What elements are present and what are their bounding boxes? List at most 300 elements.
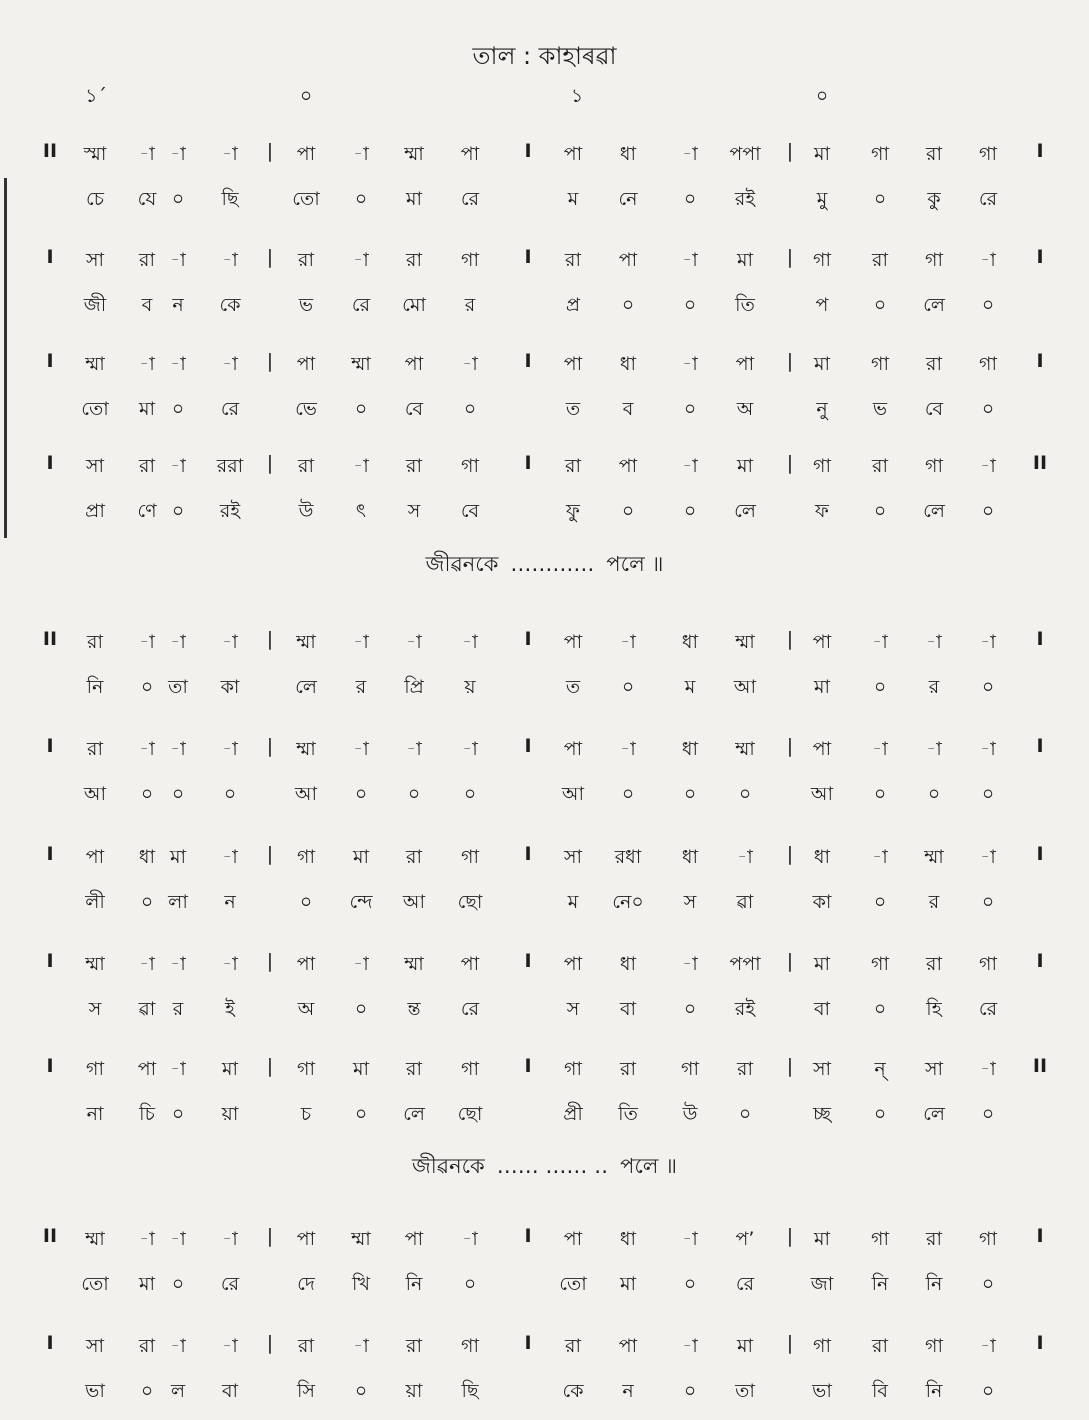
swar-note: গা bbox=[564, 1058, 582, 1080]
lyric-syllable: প্রী bbox=[563, 1103, 583, 1125]
bar-line: I bbox=[524, 246, 532, 268]
lyric-syllable: রে bbox=[978, 998, 998, 1020]
lyric-syllable: ম bbox=[567, 891, 579, 913]
lyric-syllable: ০ bbox=[981, 1273, 995, 1295]
bar-line: I bbox=[46, 950, 54, 972]
swar-note: ধা bbox=[619, 353, 637, 375]
lyric-syllable: ল bbox=[170, 1380, 186, 1402]
lyric-syllable: ০ bbox=[981, 500, 995, 522]
lyric-syllable: র bbox=[928, 891, 940, 913]
swar-note: ম্মা bbox=[351, 1228, 371, 1250]
lyric-syllable: জী bbox=[83, 294, 107, 316]
swar-note: পা bbox=[460, 143, 480, 165]
swar-note: রা bbox=[565, 1335, 581, 1357]
bar-line: | bbox=[266, 350, 274, 372]
lyric-syllable: ০ bbox=[354, 188, 368, 210]
swar-note: রা bbox=[406, 455, 422, 477]
swar-note: রা bbox=[926, 953, 942, 975]
lyric-syllable: র bbox=[464, 294, 476, 316]
lyric-syllable: ছি bbox=[221, 188, 239, 210]
swar-note: রা bbox=[620, 1058, 636, 1080]
lyric-syllable: ০ bbox=[621, 500, 635, 522]
bar-line: | bbox=[266, 246, 274, 268]
bar-line: | bbox=[266, 452, 274, 474]
swar-note: মা bbox=[736, 1335, 754, 1357]
swar-line bbox=[0, 350, 1089, 382]
swar-note: -া bbox=[682, 143, 698, 165]
swar-note: -া bbox=[462, 353, 478, 375]
bar-line: I bbox=[1036, 350, 1044, 372]
swar-note: -া bbox=[353, 631, 369, 653]
swar-note: ধা bbox=[619, 953, 637, 975]
swar-note: -া bbox=[980, 631, 996, 653]
bar-line: | bbox=[266, 1225, 274, 1247]
lyric-syllable: ০ bbox=[463, 783, 477, 805]
bar-line: | bbox=[266, 843, 274, 865]
bol-line bbox=[0, 780, 1089, 812]
swar-note: -া bbox=[353, 143, 369, 165]
bol-line bbox=[0, 1377, 1089, 1409]
swar-note: -া bbox=[353, 1335, 369, 1357]
swar-note: রা bbox=[406, 1058, 422, 1080]
swar-note: -া bbox=[682, 353, 698, 375]
lyric-syllable: ০ bbox=[354, 783, 368, 805]
bar-line: | bbox=[266, 950, 274, 972]
lyric-syllable: কা bbox=[812, 891, 832, 913]
swar-note: পা bbox=[563, 631, 583, 653]
bar-line: I bbox=[1036, 140, 1044, 162]
lyric-syllable: রে bbox=[460, 188, 480, 210]
swar-note: গা bbox=[979, 1228, 997, 1250]
swar-line bbox=[0, 246, 1089, 278]
lyric-syllable: ০ bbox=[354, 398, 368, 420]
bar-line: I bbox=[1036, 950, 1044, 972]
lyric-syllable: ০ bbox=[738, 1103, 752, 1125]
lyric-syllable: লে bbox=[403, 1103, 425, 1125]
swar-note: গা bbox=[871, 1228, 889, 1250]
lyric-syllable: রই bbox=[734, 188, 756, 210]
swar-note: -া bbox=[139, 738, 155, 760]
swar-note: মা bbox=[813, 1228, 831, 1250]
swar-note: ন্ bbox=[874, 1058, 886, 1080]
lyric-syllable: আ bbox=[733, 676, 757, 698]
swar-note: রা bbox=[298, 1335, 314, 1357]
lyric-syllable: ০ bbox=[873, 294, 887, 316]
swar-note: পা bbox=[812, 631, 832, 653]
lyric-syllable: ০ bbox=[463, 1273, 477, 1295]
swar-note: ধা bbox=[681, 631, 699, 653]
bar-line: | bbox=[786, 950, 794, 972]
lyric-syllable: লে bbox=[734, 500, 756, 522]
lyric-syllable: ম bbox=[567, 188, 579, 210]
swar-line bbox=[0, 950, 1089, 982]
lyric-syllable: ৱা bbox=[736, 891, 754, 913]
swar-note: গা bbox=[461, 249, 479, 271]
lyric-syllable: নে bbox=[618, 188, 638, 210]
lyric-syllable: ০ bbox=[873, 783, 887, 805]
lyric-syllable: ০ bbox=[621, 676, 635, 698]
swar-note: গা bbox=[871, 353, 889, 375]
refrain-dots: …… …… ‥ bbox=[496, 1154, 609, 1178]
lyric-syllable: ০ bbox=[683, 783, 697, 805]
bar-line: I bbox=[1036, 735, 1044, 757]
bar-line: I bbox=[46, 843, 54, 865]
swar-note: পা bbox=[137, 1058, 157, 1080]
refrain-dots: ………… bbox=[510, 552, 595, 576]
bar-line: | bbox=[266, 628, 274, 650]
lyric-syllable: ফ bbox=[815, 500, 829, 522]
swar-note: -া bbox=[170, 738, 186, 760]
swar-note: -া bbox=[222, 953, 238, 975]
swar-note: মা bbox=[813, 353, 831, 375]
swar-note: -া bbox=[170, 953, 186, 975]
bar-line: II bbox=[1032, 452, 1048, 474]
swar-note: -া bbox=[980, 1335, 996, 1357]
lyric-syllable: ০ bbox=[354, 1103, 368, 1125]
lyric-syllable: সি bbox=[297, 1380, 315, 1402]
lyric-syllable: স bbox=[88, 998, 102, 1020]
swar-note: -া bbox=[682, 1228, 698, 1250]
refrain-line bbox=[0, 1150, 1089, 1185]
swar-note: গা bbox=[979, 953, 997, 975]
swar-note: -া bbox=[222, 1228, 238, 1250]
swar-note: -া bbox=[170, 143, 186, 165]
bar-line: I bbox=[46, 350, 54, 372]
swar-note: গা bbox=[461, 1335, 479, 1357]
swar-note: ম্মা bbox=[735, 738, 755, 760]
swar-note: রা bbox=[406, 249, 422, 271]
swar-note: -া bbox=[170, 353, 186, 375]
swar-note: গা bbox=[925, 249, 943, 271]
swar-note: সা bbox=[85, 249, 105, 271]
lyric-syllable: নু bbox=[816, 398, 828, 420]
bar-line: II bbox=[1032, 1055, 1048, 1077]
lyric-syllable: ০ bbox=[171, 188, 185, 210]
bar-line: I bbox=[524, 735, 532, 757]
lyric-syllable: ৎ bbox=[355, 500, 367, 522]
lyric-syllable: র bbox=[355, 676, 367, 698]
tala-mark: ০ bbox=[299, 85, 313, 107]
swar-note: পা bbox=[618, 1335, 638, 1357]
lyric-syllable: ত bbox=[565, 676, 581, 698]
lyric-syllable: ই bbox=[225, 998, 235, 1020]
lyric-syllable: মা bbox=[405, 188, 423, 210]
lyric-syllable: লে bbox=[923, 500, 945, 522]
swar-note: -া bbox=[170, 249, 186, 271]
tala-mark: ০ bbox=[815, 85, 829, 107]
swar-note: -া bbox=[222, 631, 238, 653]
bol-line bbox=[0, 185, 1089, 217]
lyric-syllable: ০ bbox=[981, 398, 995, 420]
bar-line: I bbox=[524, 628, 532, 650]
lyric-syllable: বি bbox=[871, 1380, 888, 1402]
refrain-end: পলে ॥ bbox=[620, 1154, 678, 1178]
refrain-word: জীৱনকে bbox=[411, 1154, 485, 1178]
lyric-syllable: যে bbox=[137, 188, 157, 210]
swar-note: পা bbox=[618, 249, 638, 271]
lyric-syllable: তো bbox=[559, 1273, 587, 1295]
swar-note: -া bbox=[620, 738, 636, 760]
bar-line: I bbox=[1036, 843, 1044, 865]
lyric-syllable: ০ bbox=[621, 294, 635, 316]
swar-note: ম্মা bbox=[404, 143, 424, 165]
lyric-syllable: নে০ bbox=[612, 891, 644, 913]
bar-line: I bbox=[46, 1055, 54, 1077]
bar-line: I bbox=[46, 246, 54, 268]
swar-note: রা bbox=[565, 249, 581, 271]
swar-note: সা bbox=[563, 846, 583, 868]
lyric-syllable: ০ bbox=[683, 1380, 697, 1402]
swar-note: মা bbox=[352, 846, 370, 868]
swar-note: মা bbox=[736, 249, 754, 271]
swar-note: -া bbox=[620, 631, 636, 653]
lyric-syllable: মা bbox=[813, 676, 831, 698]
lyric-syllable: রই bbox=[734, 998, 756, 1020]
swar-note: রা bbox=[872, 455, 888, 477]
lyric-syllable: ০ bbox=[299, 891, 313, 913]
lyric-syllable: মা bbox=[138, 1273, 156, 1295]
lyric-syllable: রে bbox=[735, 1273, 755, 1295]
lyric-syllable: ভা bbox=[812, 1380, 832, 1402]
swar-note: -া bbox=[353, 455, 369, 477]
swar-note: পা bbox=[563, 143, 583, 165]
lyric-syllable: বে bbox=[924, 398, 944, 420]
swar-note: -া bbox=[682, 1335, 698, 1357]
swar-note: -া bbox=[170, 455, 186, 477]
bol-line bbox=[0, 1270, 1089, 1302]
lyric-syllable: ০ bbox=[981, 783, 995, 805]
lyric-syllable: মো bbox=[402, 294, 426, 316]
lyric-syllable: কে bbox=[219, 294, 241, 316]
bar-line: | bbox=[266, 1332, 274, 1354]
swar-note: প’ bbox=[735, 1228, 755, 1250]
swar-note: ধা bbox=[619, 143, 637, 165]
lyric-syllable: আ bbox=[402, 891, 426, 913]
lyric-syllable: ছো bbox=[457, 1103, 483, 1125]
lyric-syllable: ০ bbox=[140, 1380, 154, 1402]
swar-line bbox=[0, 628, 1089, 660]
swar-note: রা bbox=[139, 1335, 155, 1357]
lyric-syllable: ০ bbox=[981, 1380, 995, 1402]
swar-line bbox=[0, 1055, 1089, 1087]
swar-note: ররা bbox=[216, 455, 244, 477]
lyric-syllable: হি bbox=[926, 998, 942, 1020]
lyric-syllable: ০ bbox=[140, 891, 154, 913]
lyric-syllable: ন bbox=[172, 294, 184, 316]
bar-line: | bbox=[786, 452, 794, 474]
lyric-syllable: দে bbox=[297, 1273, 315, 1295]
lyric-syllable: রে bbox=[460, 998, 480, 1020]
swar-note: -া bbox=[222, 1335, 238, 1357]
lyric-syllable: চে bbox=[86, 188, 104, 210]
swar-note: গা bbox=[925, 455, 943, 477]
lyric-syllable: ন্ত bbox=[407, 998, 421, 1020]
swar-note: রা bbox=[87, 631, 103, 653]
swar-note: -া bbox=[872, 846, 888, 868]
lyric-syllable: ম bbox=[684, 676, 696, 698]
swar-note: -া bbox=[737, 846, 753, 868]
swar-note: -া bbox=[980, 455, 996, 477]
swar-note: গা bbox=[979, 353, 997, 375]
swar-note: ধা bbox=[619, 1228, 637, 1250]
lyric-syllable: রে bbox=[351, 294, 371, 316]
swar-note: ম্মা bbox=[404, 953, 424, 975]
swar-note: পা bbox=[563, 353, 583, 375]
lyric-syllable: ০ bbox=[981, 891, 995, 913]
swar-note: রা bbox=[926, 353, 942, 375]
lyric-syllable: ০ bbox=[981, 676, 995, 698]
swar-note: -া bbox=[926, 631, 942, 653]
lyric-syllable: আ bbox=[294, 783, 318, 805]
swar-note: পা bbox=[812, 738, 832, 760]
swar-note: -া bbox=[139, 353, 155, 375]
lyric-syllable: ০ bbox=[140, 783, 154, 805]
lyric-syllable: লে bbox=[923, 1103, 945, 1125]
swar-note: রা bbox=[298, 249, 314, 271]
bar-line: | bbox=[786, 843, 794, 865]
bar-line: | bbox=[786, 1055, 794, 1077]
swar-note: রা bbox=[298, 455, 314, 477]
swar-note: মা bbox=[813, 143, 831, 165]
swar-note: সা bbox=[85, 455, 105, 477]
swar-line bbox=[0, 140, 1089, 172]
lyric-syllable: র bbox=[928, 676, 940, 698]
swar-note: ধা bbox=[813, 846, 831, 868]
swar-note: রা bbox=[872, 249, 888, 271]
bar-line: | bbox=[786, 628, 794, 650]
lyric-syllable: ০ bbox=[171, 398, 185, 420]
bar-line: | bbox=[786, 1225, 794, 1247]
lyric-syllable: ন bbox=[622, 1380, 634, 1402]
lyric-syllable: তি bbox=[618, 1103, 638, 1125]
lyric-syllable: নি bbox=[925, 1273, 943, 1295]
lyric-syllable: য়া bbox=[405, 1380, 423, 1402]
bol-line bbox=[0, 395, 1089, 427]
lyric-syllable: কে bbox=[562, 1380, 584, 1402]
swar-note: -া bbox=[170, 1058, 186, 1080]
lyric-syllable: রে bbox=[220, 1273, 240, 1295]
refrain-end: পলে ॥ bbox=[606, 552, 664, 576]
lyric-syllable: বা bbox=[221, 1380, 239, 1402]
refrain-word: জীৱনকে bbox=[425, 552, 499, 576]
lyric-syllable: ত bbox=[565, 398, 581, 420]
swar-note: পপা bbox=[729, 953, 761, 975]
bar-line: I bbox=[524, 950, 532, 972]
swar-note: রা bbox=[737, 1058, 753, 1080]
lyric-syllable: বে bbox=[460, 500, 480, 522]
swar-note: -া bbox=[353, 953, 369, 975]
swar-note: গা bbox=[871, 953, 889, 975]
swar-line bbox=[0, 452, 1089, 484]
bar-line: I bbox=[524, 1225, 532, 1247]
swar-note: রা bbox=[565, 455, 581, 477]
swar-note: সা bbox=[85, 1335, 105, 1357]
swar-note: -া bbox=[872, 738, 888, 760]
swar-note: পা bbox=[296, 353, 316, 375]
swar-line bbox=[0, 843, 1089, 875]
lyric-syllable: কা bbox=[220, 676, 240, 698]
swar-note: -া bbox=[926, 738, 942, 760]
swar-note: ম্মা bbox=[351, 353, 371, 375]
lyric-syllable: ফু bbox=[566, 500, 580, 522]
bar-line: II bbox=[42, 1225, 58, 1247]
lyric-syllable: তো bbox=[81, 1273, 109, 1295]
lyric-syllable: তো bbox=[81, 398, 109, 420]
bar-line: | bbox=[266, 735, 274, 757]
lyric-syllable: ০ bbox=[407, 783, 421, 805]
swar-note: পা bbox=[296, 143, 316, 165]
lyric-syllable: ০ bbox=[981, 294, 995, 316]
swar-note: পা bbox=[618, 455, 638, 477]
bar-line: I bbox=[1036, 1332, 1044, 1354]
lyric-syllable: স bbox=[683, 891, 697, 913]
swar-note: ম্মা bbox=[924, 846, 944, 868]
lyric-syllable: ব bbox=[141, 294, 153, 316]
swar-note: -া bbox=[980, 738, 996, 760]
swar-note: রা bbox=[406, 1335, 422, 1357]
lyric-syllable: ০ bbox=[223, 783, 237, 805]
swar-note: রা bbox=[139, 249, 155, 271]
swar-note: গা bbox=[813, 249, 831, 271]
bar-line: I bbox=[1036, 628, 1044, 650]
lyric-syllable: ০ bbox=[683, 188, 697, 210]
swar-note: ম্মা bbox=[85, 953, 105, 975]
swar-note: গা bbox=[297, 1058, 315, 1080]
lyric-syllable: ০ bbox=[873, 891, 887, 913]
swar-note: -া bbox=[462, 1228, 478, 1250]
swar-note: রা bbox=[139, 455, 155, 477]
swar-note: -া bbox=[353, 738, 369, 760]
lyric-syllable: রে bbox=[220, 398, 240, 420]
lyric-syllable: মু bbox=[816, 188, 828, 210]
lyric-syllable: চ bbox=[300, 1103, 312, 1125]
swar-note: ধা bbox=[138, 846, 156, 868]
swar-note: -া bbox=[139, 143, 155, 165]
lyric-syllable: জা bbox=[810, 1273, 834, 1295]
lyric-syllable: প্র bbox=[565, 294, 581, 316]
bar-line: I bbox=[1036, 246, 1044, 268]
swar-line bbox=[0, 1332, 1089, 1364]
bar-line: I bbox=[46, 735, 54, 757]
lyric-syllable: ০ bbox=[873, 676, 887, 698]
bol-line bbox=[0, 291, 1089, 323]
bar-line: | bbox=[266, 1055, 274, 1077]
lyric-syllable: অ bbox=[736, 398, 754, 420]
bar-line: I bbox=[524, 1055, 532, 1077]
swar-note: রা bbox=[87, 738, 103, 760]
lyric-syllable: র bbox=[172, 998, 184, 1020]
lyric-syllable: আ bbox=[561, 783, 585, 805]
swar-note: পা bbox=[296, 1228, 316, 1250]
lyric-syllable: ০ bbox=[873, 998, 887, 1020]
bar-line: II bbox=[42, 628, 58, 650]
swar-note: স্মা bbox=[83, 143, 107, 165]
lyric-syllable: বা bbox=[619, 998, 637, 1020]
swar-note: রা bbox=[926, 143, 942, 165]
bol-line bbox=[0, 497, 1089, 529]
swar-note: ম্মা bbox=[296, 631, 316, 653]
bar-line: I bbox=[524, 452, 532, 474]
swar-note: পা bbox=[296, 953, 316, 975]
swar-note: পা bbox=[563, 1228, 583, 1250]
swar-note: মা bbox=[352, 1058, 370, 1080]
swar-note: গা bbox=[86, 1058, 104, 1080]
lyric-syllable: রে bbox=[978, 188, 998, 210]
lyric-syllable: লে bbox=[923, 294, 945, 316]
refrain-line bbox=[0, 548, 1089, 583]
swar-note: পা bbox=[735, 353, 755, 375]
lyric-syllable: ০ bbox=[354, 998, 368, 1020]
